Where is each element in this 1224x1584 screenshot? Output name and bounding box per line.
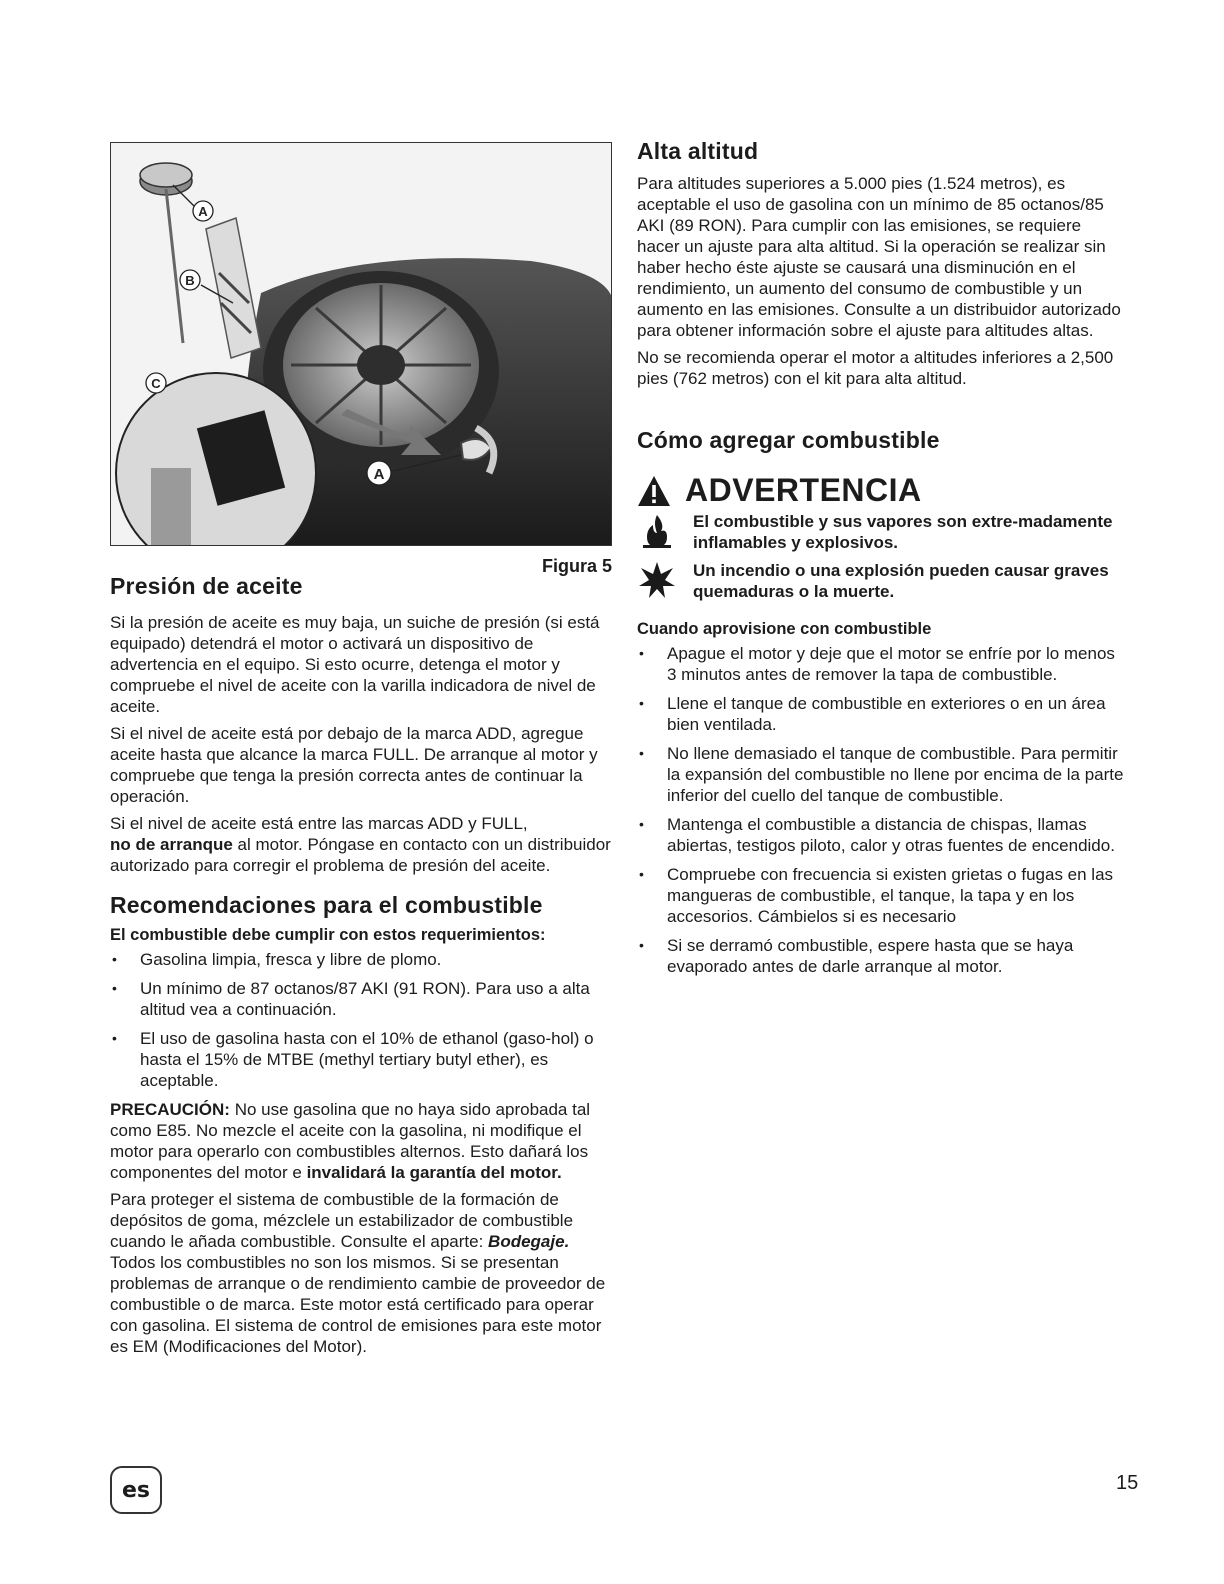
list-item: • Mantenga el combustible a distancia de chispas, llamas abiertas, testigos piloto, calor y otras fuentes de encendido. xyxy=(637,814,1127,856)
warning-header xyxy=(637,472,1127,509)
caution-text: No use gasolina que no haya sido aprobada tal como E85. No mezcle el aceite con la gasolina, ni modifique el motor para operarlo con combustibles alternos. Esto dañará los componentes del motor e xyxy=(110,1100,591,1182)
callout-a-engine xyxy=(367,461,391,485)
add-fuel-heading: Cómo agregar combustible xyxy=(637,427,940,453)
explosion-hazard-icon xyxy=(637,560,677,600)
warning-text-flammable: El combustible y sus vapores son extre-madamente inflamables y explosivos. xyxy=(693,512,1113,552)
caution-label: PRECAUCIÓN: xyxy=(110,1100,230,1119)
caution-bold: invalidará la garantía del motor. xyxy=(306,1163,562,1182)
fuel-requirements-list xyxy=(110,949,616,1091)
oil-paragraph-3 xyxy=(110,813,616,876)
altitude-paragraph-1: Para altitudes superiores a 5.000 pies (1.524 metros), es aceptable el uso de gasolina con un mínimo de 85 octanos/85 AKI (89 RON). Para cumplir con las emisiones, se requiere hacer un ajuste para alta altitud. Si la operación se realizar sin haber hecho éste ajuste se causará una disminución en el rendimiento, un aumento del consumo de combustible y un aumento en las emisiones. Consulte a un distribuidor autorizado para obtener información sobre el ajuste para altitudes altas. xyxy=(637,174,1121,340)
oil-p3-bold: no de arranque xyxy=(110,835,233,854)
refueling-subtitle: Cuando aprovisione con combustible xyxy=(637,620,932,638)
callout-c-label: C xyxy=(151,376,161,391)
callout-b-label: B xyxy=(185,273,195,288)
callout-c xyxy=(146,373,166,393)
oil-pressure-heading: Presión de aceite xyxy=(110,573,303,599)
warning-title: ADVERTENCIA xyxy=(685,472,922,508)
list-item: • No llene demasiado el tanque de combustible. Para permitir la expansión del combustible no llene por encima de la parte inferior del cuello del tanque de combustible. xyxy=(637,743,1127,806)
oil-p3-start: Si el nivel de aceite está entre las marcas ADD y FULL, xyxy=(110,814,528,833)
storage-reference[interactable]: Bodegaje. xyxy=(488,1232,570,1251)
list-item: • Compruebe con frecuencia si existen grietas o fugas en las mangueras de combustible, el tanque, la tapa y en los accesorios. Cámbielos si es necesario xyxy=(637,864,1127,927)
figure-caption: Figura 5 xyxy=(541,556,612,576)
fire-hazard-icon xyxy=(637,511,677,551)
list-item: • Llene el tanque de combustible en exteriores o en un área bien ventilada. xyxy=(637,693,1127,735)
stabilizer-text-end: Todos los combustibles no son los mismos. Si se presentan problemas de arranque o de rendimiento cambie de proveedor de combustible o de marca. Este motor está certificado para operar con gasolina. El sistema de control de emisiones para este motor es EM (Modificaciones del Motor). xyxy=(110,1253,606,1356)
oil-paragraph-2: Si el nivel de aceite está por debajo de la marca ADD, agregue aceite hasta que alcance la marca FULL. De arranque al motor y compruebe que tenga la presión correcta antes de continuar la operación. xyxy=(110,724,598,806)
warning-text-explosion: Un incendio o una explosión pueden causar graves quemaduras o la muerte. xyxy=(693,561,1109,601)
callout-a-top xyxy=(193,201,213,221)
fuel-recommendations-heading: Recomendaciones para el combustible xyxy=(110,892,543,918)
oil-paragraph-1: Si la presión de aceite es muy baja, un suiche de presión (si está equipado) detendrá el motor o activará un dispositivo de advertencia en el equipo. Si esto ocurre, detenga el motor y compruebe el nivel de aceite con la varilla indicadora de nivel de aceite. xyxy=(110,613,600,716)
language-badge: es xyxy=(110,1466,162,1514)
refueling-list xyxy=(637,643,1127,977)
stabilizer-text-start: Para proteger el sistema de combustible de la formación de depósitos de goma, mézclele un estabilizador de combustible cuando le añada combustible. Consulte el aparte: xyxy=(110,1190,574,1251)
callout-b xyxy=(180,270,200,290)
callout-a-engine-label: A xyxy=(373,466,385,483)
high-altitude-heading: Alta altitud xyxy=(637,138,759,164)
page-number: 15 xyxy=(1116,1472,1139,1494)
stabilizer-paragraph xyxy=(110,1189,616,1357)
callout-a-top-label: A xyxy=(198,204,208,219)
list-item: • Un mínimo de 87 octanos/87 AKI (91 RON). Para uso a alta altitud vea a continuación. xyxy=(110,978,616,1020)
caution-paragraph xyxy=(110,1099,616,1183)
list-item: • Si se derramó combustible, espere hasta que se haya evaporado antes de darle arranque al motor. xyxy=(637,935,1127,977)
fuel-requirements-subtitle: El combustible debe cumplir con estos requerimientos: xyxy=(110,926,546,944)
engine-oil-dipstick-illustration xyxy=(111,143,612,546)
figure-5-illustration xyxy=(110,142,612,546)
left-column xyxy=(110,142,616,1363)
altitude-paragraph-2: No se recomienda operar el motor a altitudes inferiores a 2,500 pies (762 metros) con el kit para alta altitud. xyxy=(637,348,1114,388)
list-item: • Gasolina limpia, fresca y libre de plomo. xyxy=(110,949,616,970)
right-column xyxy=(637,138,1127,985)
list-item: • El uso de gasolina hasta con el 10% de ethanol (gaso-hol) o hasta el 15% de MTBE (methyl tertiary butyl ether), es aceptable. xyxy=(110,1028,616,1091)
warning-triangle-icon xyxy=(637,475,671,507)
warning-row-explosion xyxy=(637,560,1127,605)
oil-p3-end: al motor. Póngase en contacto con un distribuidor autorizado para corregir el problema de presión del aceite. xyxy=(110,835,611,875)
warning-row-flammable xyxy=(637,511,1127,556)
list-item: • Apague el motor y deje que el motor se enfríe por lo menos 3 minutos antes de remover la tapa de combustible. xyxy=(637,643,1127,685)
